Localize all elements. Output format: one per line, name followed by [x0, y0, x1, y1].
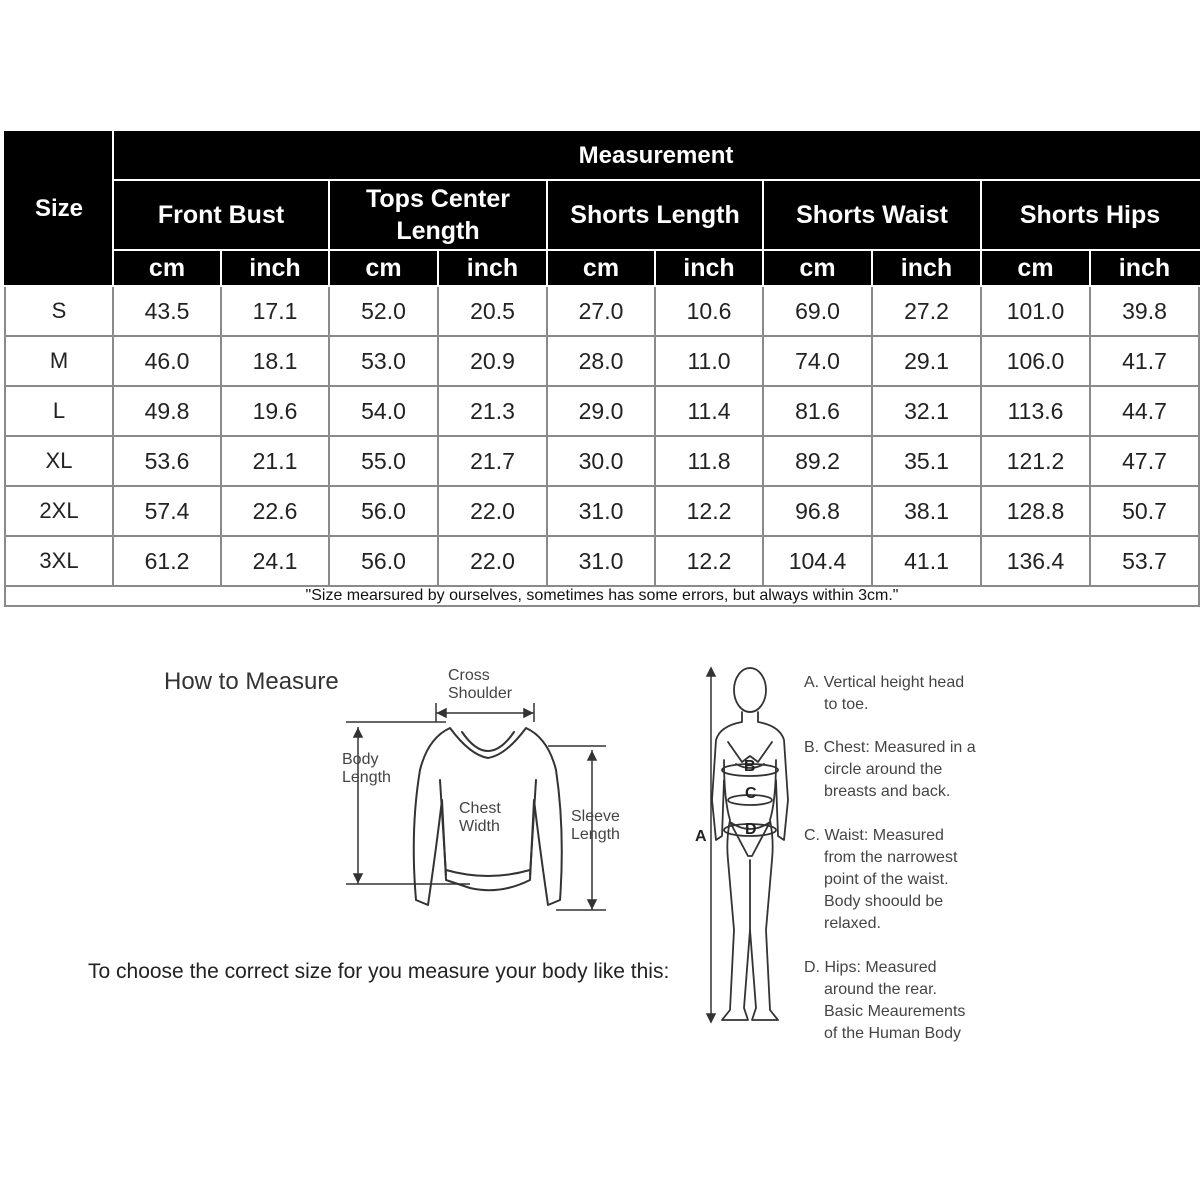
measurement-cell: 11.8	[655, 436, 763, 486]
measurement-cell: 21.1	[221, 436, 329, 486]
measurement-cell: 69.0	[763, 286, 872, 336]
human-body-illustration	[712, 668, 788, 1020]
legend-waist: C. Waist: Measured from the narrowest point of the waist. Body shoould be relaxed.	[804, 827, 958, 932]
unit-header-inch: inch	[1090, 250, 1199, 286]
measurement-cell: 21.3	[438, 386, 547, 436]
measurement-cell: 18.1	[221, 336, 329, 386]
unit-header-cm: cm	[113, 250, 221, 286]
body-letter-a: A	[695, 828, 707, 845]
unit-header-inch: inch	[438, 250, 547, 286]
measurement-cell: 55.0	[329, 436, 438, 486]
measurement-cell: 38.1	[872, 486, 981, 536]
measure-instruction: To choose the correct size for you measure your body like this:	[88, 960, 670, 983]
sleeve-length-label: Sleeve Length	[571, 808, 620, 843]
measurement-cell: 22.0	[438, 486, 547, 536]
body-letter-b: B	[744, 758, 756, 775]
how-to-measure-title: How to Measure	[164, 668, 339, 695]
measurement-cell: 29.1	[872, 336, 981, 386]
measurement-cell: 43.5	[113, 286, 221, 336]
measurement-cell: 101.0	[981, 286, 1090, 336]
cross-shoulder-label: Cross Shoulder	[448, 667, 513, 702]
size-disclaimer-note: "Size mearsured by ourselves, sometimes has some errors, but always within 3cm."	[5, 586, 1199, 606]
body-length-arrow	[346, 722, 470, 884]
group-header-front-bust: Front Bust	[113, 180, 329, 250]
legend-hips: D. Hips: Measured around the rear. Basic Meaurements of the Human Body	[804, 959, 966, 1042]
legend-height: A. Vertical height head to toe.	[804, 674, 965, 713]
measurement-cell: 96.8	[763, 486, 872, 536]
unit-header-cm: cm	[763, 250, 872, 286]
chest-width-label: Chest Width	[459, 800, 501, 835]
legend-chest: B. Chest: Measured in a circle around the breasts and back.	[804, 739, 976, 800]
size-cell: S	[5, 286, 113, 336]
measurement-cell: 81.6	[763, 386, 872, 436]
size-cell: L	[5, 386, 113, 436]
measurement-cell: 44.7	[1090, 386, 1199, 436]
unit-header-cm: cm	[329, 250, 438, 286]
measurement-cell: 27.0	[547, 286, 655, 336]
measurement-cell: 28.0	[547, 336, 655, 386]
size-cell: XL	[5, 436, 113, 486]
measurement-cell: 41.1	[872, 536, 981, 586]
measurement-cell: 12.2	[655, 536, 763, 586]
unit-header-inch: inch	[221, 250, 329, 286]
measurement-cell: 27.2	[872, 286, 981, 336]
measurement-cell: 56.0	[329, 486, 438, 536]
measurement-cell: 106.0	[981, 336, 1090, 386]
unit-header-cm: cm	[547, 250, 655, 286]
body-letter-d: D	[745, 821, 757, 838]
measurement-cell: 53.6	[113, 436, 221, 486]
unit-header-inch: inch	[872, 250, 981, 286]
body-letter-c: C	[745, 785, 757, 802]
cross-shoulder-arrow	[436, 703, 534, 722]
measurement-cell: 19.6	[221, 386, 329, 436]
measurement-cell: 74.0	[763, 336, 872, 386]
measurement-cell: 22.0	[438, 536, 547, 586]
measurement-cell: 41.7	[1090, 336, 1199, 386]
measurement-cell: 53.0	[329, 336, 438, 386]
measurement-cell: 21.7	[438, 436, 547, 486]
measurement-cell: 113.6	[981, 386, 1090, 436]
group-header-shorts-length: Shorts Length	[547, 180, 763, 250]
measurement-cell: 29.0	[547, 386, 655, 436]
measurement-header: Measurement	[113, 132, 1199, 180]
size-cell: 3XL	[5, 536, 113, 586]
measurement-cell: 128.8	[981, 486, 1090, 536]
unit-header-inch: inch	[655, 250, 763, 286]
unit-header-cm: cm	[981, 250, 1090, 286]
height-arrow	[707, 668, 715, 1022]
group-header-tops-center-length: Tops Center Length	[329, 180, 547, 250]
measurement-cell: 136.4	[981, 536, 1090, 586]
measurement-cell: 54.0	[329, 386, 438, 436]
measurement-cell: 89.2	[763, 436, 872, 486]
measurement-cell: 12.2	[655, 486, 763, 536]
size-cell: 2XL	[5, 486, 113, 536]
measurement-cell: 30.0	[547, 436, 655, 486]
measurement-cell: 104.4	[763, 536, 872, 586]
group-header-shorts-hips: Shorts Hips	[981, 180, 1199, 250]
size-column-header: Size	[5, 132, 113, 286]
measurement-cell: 11.4	[655, 386, 763, 436]
measurement-cell: 17.1	[221, 286, 329, 336]
measurement-cell: 24.1	[221, 536, 329, 586]
measurement-cell: 56.0	[329, 536, 438, 586]
measurement-cell: 50.7	[1090, 486, 1199, 536]
body-length-label: Body Length	[342, 751, 391, 786]
measurement-cell: 39.8	[1090, 286, 1199, 336]
measurement-cell: 22.6	[221, 486, 329, 536]
measurement-cell: 49.8	[113, 386, 221, 436]
measurement-cell: 52.0	[329, 286, 438, 336]
measurement-cell: 32.1	[872, 386, 981, 436]
measurement-cell: 10.6	[655, 286, 763, 336]
group-header-shorts-waist: Shorts Waist	[763, 180, 981, 250]
measurement-cell: 46.0	[113, 336, 221, 386]
measurement-cell: 47.7	[1090, 436, 1199, 486]
measurement-cell: 20.9	[438, 336, 547, 386]
measurement-cell: 20.5	[438, 286, 547, 336]
measurement-cell: 53.7	[1090, 536, 1199, 586]
measurement-cell: 11.0	[655, 336, 763, 386]
measurement-cell: 35.1	[872, 436, 981, 486]
measurement-cell: 31.0	[547, 536, 655, 586]
measurement-cell: 61.2	[113, 536, 221, 586]
size-cell: M	[5, 336, 113, 386]
measurement-cell: 31.0	[547, 486, 655, 536]
measurement-cell: 121.2	[981, 436, 1090, 486]
measurement-cell: 57.4	[113, 486, 221, 536]
